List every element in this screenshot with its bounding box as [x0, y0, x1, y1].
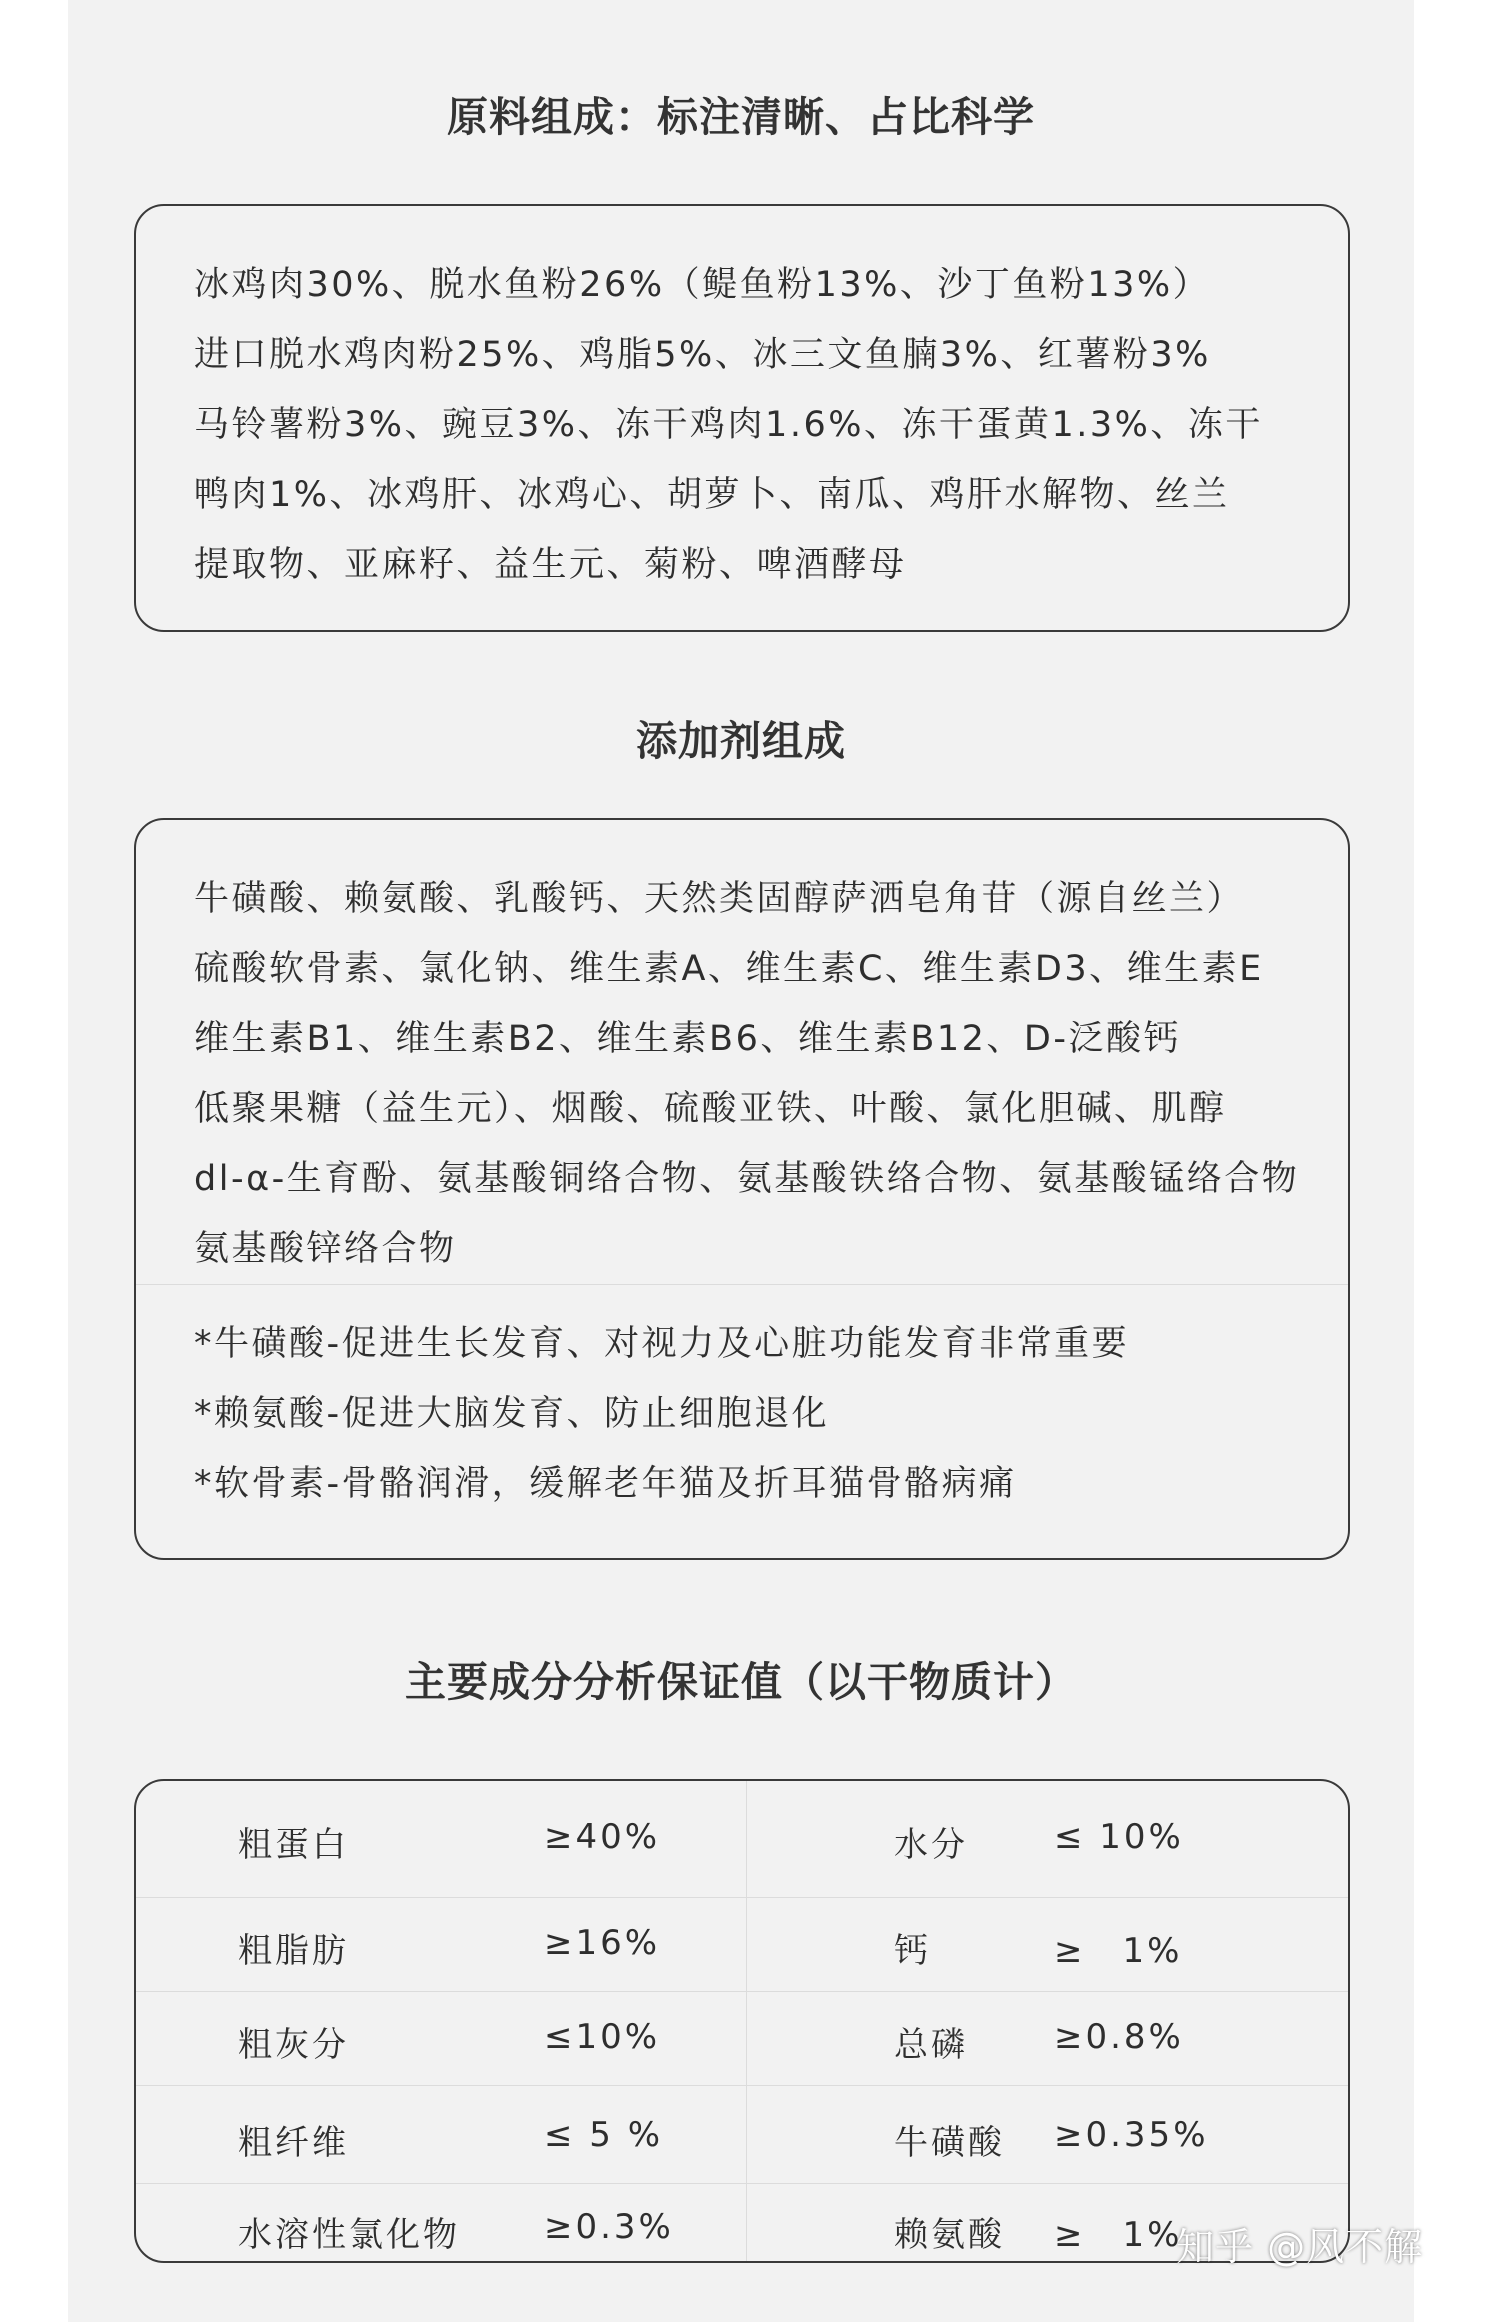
nutrient-value: ≥0.3% [544, 2207, 674, 2247]
table-row-divider [136, 2085, 1348, 2086]
nutrient-value: ≤ 5 % [544, 2115, 664, 2155]
nutrient-name: 钙 [894, 1931, 931, 1971]
zhihu-watermark: 知乎 @风不解 [1176, 2225, 1424, 2269]
analysis-table [134, 1779, 1350, 2263]
nutrient-name: 水溶性氯化物 [238, 2215, 460, 2255]
table-column-divider [746, 1781, 747, 2261]
raw-materials-heading: 原料组成：标注清晰、占比科学 [447, 93, 1035, 141]
nutrient-value: ≤10% [544, 2017, 661, 2057]
raw-materials-line: 进口脱水鸡肉粉25%、鸡脂5%、冰三文鱼腩3%、红薯粉3% [194, 335, 1211, 375]
nutrient-value: ≥ 1% [1054, 1931, 1183, 1971]
nutrient-name: 粗蛋白 [238, 1825, 349, 1865]
additives-line: 硫酸软骨素、氯化钠、维生素A、维生素C、维生素D3、维生素E [194, 949, 1264, 989]
nutrient-value: ≥0.35% [1054, 2115, 1209, 2155]
nutrient-name: 粗纤维 [238, 2123, 349, 2163]
table-row-divider [136, 1897, 1348, 1898]
raw-materials-line: 鸭肉1%、冰鸡肝、冰鸡心、胡萝卜、南瓜、鸡肝水解物、丝兰 [194, 475, 1230, 515]
nutrient-name: 赖氨酸 [894, 2215, 1005, 2255]
additive-note: *软骨素-骨骼润滑，缓解老年猫及折耳猫骨骼病痛 [194, 1464, 1017, 1504]
nutrient-value: ≥16% [544, 1923, 661, 1963]
raw-materials-box [134, 204, 1350, 632]
nutrient-name: 粗脂肪 [238, 1931, 349, 1971]
raw-materials-line: 马铃薯粉3%、豌豆3%、冻干鸡肉1.6%、冻干蛋黄1.3%、冻干 [194, 405, 1263, 445]
additives-line: 低聚果糖（益生元）、烟酸、硫酸亚铁、叶酸、氯化胆碱、肌醇 [194, 1089, 1227, 1129]
nutrient-name: 粗灰分 [238, 2025, 349, 2065]
nutrient-value: ≥ 1% [1054, 2215, 1183, 2255]
nutrient-name: 水分 [894, 1825, 968, 1865]
nutrient-name: 总磷 [894, 2025, 968, 2065]
nutrient-value: ≤ 10% [1054, 1817, 1184, 1857]
additives-box [134, 818, 1350, 1560]
additives-line: 维生素B1、维生素B2、维生素B6、维生素B12、D-泛酸钙 [194, 1019, 1181, 1059]
raw-materials-line: 冰鸡肉30%、脱水鱼粉26%（鳀鱼粉13%、沙丁鱼粉13%） [194, 265, 1211, 305]
additives-heading: 添加剂组成 [636, 717, 846, 765]
table-row-divider [136, 1991, 1348, 1992]
raw-materials-line: 提取物、亚麻籽、益生元、菊粉、啤酒酵母 [194, 545, 907, 585]
additives-line: dl-α-生育酚、氨基酸铜络合物、氨基酸铁络合物、氨基酸锰络合物 [194, 1159, 1300, 1199]
nutrient-value: ≥40% [544, 1817, 661, 1857]
additive-note: *牛磺酸-促进生长发育、对视力及心脏功能发育非常重要 [194, 1324, 1130, 1364]
nutrient-name: 牛磺酸 [894, 2123, 1005, 2163]
additive-note: *赖氨酸-促进大脑发育、防止细胞退化 [194, 1394, 830, 1434]
additives-line: 氨基酸锌络合物 [194, 1229, 457, 1269]
nutrient-value: ≥0.8% [1054, 2017, 1184, 2057]
table-row-divider [136, 2183, 1348, 2184]
analysis-heading: 主要成分分析保证值（以干物质计） [405, 1658, 1077, 1706]
additives-line: 牛磺酸、赖氨酸、乳酸钙、天然类固醇萨洒皂角苷（源自丝兰） [194, 879, 1245, 919]
